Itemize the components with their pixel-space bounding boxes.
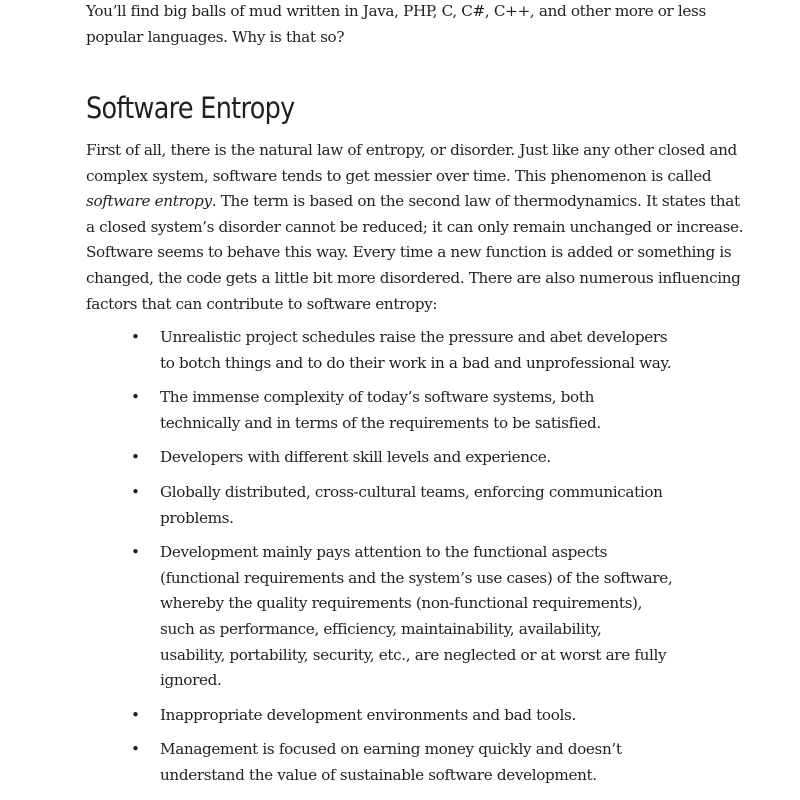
list-item [86,325,680,376]
intro-line-1: You’ll find big balls of mud written in Java, PHP, C, C#, C++, and other more or less [86,2,706,20]
list-item [86,445,680,471]
para-line-4: a closed system’s disorder cannot be reduced; it can only remain unchanged or increase. [86,217,744,236]
bullet-icon: • [131,328,140,346]
intro-paragraph [86,0,726,50]
list-item-line: (functional requirements and the system’s use cases) of the software, [160,568,673,587]
list-item-line: Inappropriate development environments and bad tools. [160,705,576,724]
list-item [86,737,680,788]
bullet-icon: • [131,388,140,407]
para-line-5: Software seems to behave this way. Every time a new function is added or something is [86,243,732,262]
bullet-icon: • [131,448,140,467]
list-item [86,385,680,436]
entropy-paragraph [86,138,748,317]
para-line-6: changed, the code gets a little bit more disordered. There are also numerous influencing [86,268,741,287]
list-item-line: to botch things and to do their work in a bad and unprofessional way. [160,353,672,372]
bullet-icon: • [131,543,140,562]
bullet-icon: • [131,740,140,759]
para-line-3-rest: . The term is based on the second law of thermodynamics. It states that [211,192,740,211]
intro-line-2: popular languages. Why is that so? [86,27,345,46]
list-item-line: problems. [160,508,234,527]
list-item-line: The immense complexity of today’s software systems, both [160,388,595,407]
list-item-line: whereby the quality requirements (non-functional requirements), [160,594,643,613]
bullet-icon: • [131,482,140,501]
section-heading: Software Entropy [86,91,295,125]
list-item-line: such as performance, efficiency, maintainability, availability, [160,619,602,638]
list-item-line: technically and in terms of the requirements to be satisfied. [160,413,601,432]
list-item-line: ignored. [160,671,222,690]
list-item [86,540,680,694]
term-software-entropy: software entropy [86,192,212,211]
list-item-line: usability, portability, security, etc., are neglected or at worst are fully [160,645,667,664]
para-line-2: complex system, software tends to get messier over time. This phenomenon is called [86,166,712,185]
para-line-1: First of all, there is the natural law of entropy, or disorder. Just like any other closed and [86,141,737,159]
list-item [86,480,680,531]
list-item-line: Unrealistic project schedules raise the pressure and abet developers [160,328,668,346]
list-item-line: Development mainly pays attention to the functional aspects [160,543,608,562]
list-item-line: Management is focused on earning money quickly and doesn’t [160,740,622,759]
bullet-icon: • [131,705,140,724]
list-item-line: Developers with different skill levels and experience. [160,448,551,467]
list-item [86,703,680,729]
para-line-7: factors that can contribute to software entropy: [86,294,438,313]
list-item-line: understand the value of sustainable software development. [160,765,597,784]
entropy-factors-list [86,325,726,798]
list-item-line: Globally distributed, cross-cultural teams, enforcing communication [160,482,663,501]
